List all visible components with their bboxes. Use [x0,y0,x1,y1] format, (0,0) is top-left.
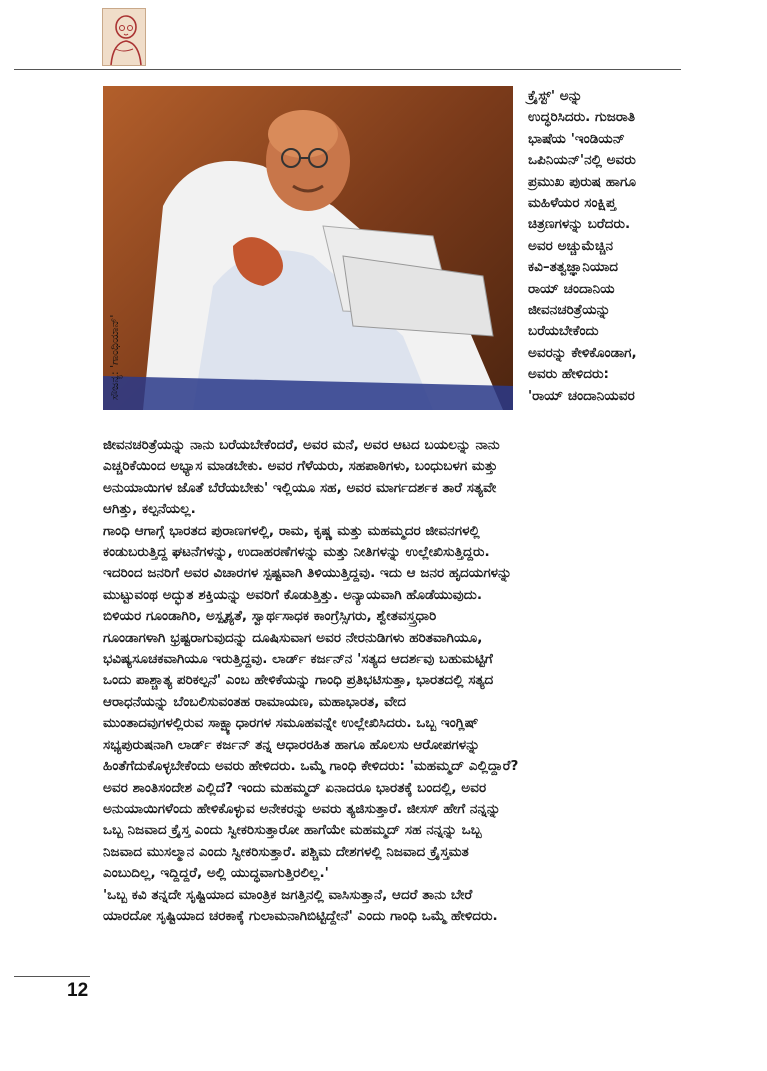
photo-illustration [103,86,513,410]
gandhi-sketch-svg [103,9,146,66]
side-column-text [528,86,688,407]
text-line: ಸಭ್ಯಪುರುಷನಾಗಿ ಲಾರ್ಡ್ ಕರ್ಜನ್ ತನ್ನ ಆಧಾರರಹಿತ ಹಾಗೂ ಹೊಲಸು ಆರೋಪಗಳನ್ನು [103,736,480,753]
text-line: ಕಂಡುಬರುತ್ತಿದ್ದ ಘಟನೆಗಳನ್ನು, ಉದಾಹರಣೆಗಳನ್ನು ಮತ್ತು ನೀತಿಗಳನ್ನು ಉಲ್ಲೇಖಿಸುತ್ತಿದ್ದರು. [103,544,490,561]
text-line: ಬಿಳಿಯರ ಗೂಂಡಾಗಿರಿ, ಅಸ್ಪೃಶ್ಯತೆ, ಸ್ವಾರ್ಥಸಾಧಕ ಕಾಂಗ್ರೆಸ್ಸಿಗರು, ಶ್ವೇತವಸ್ತ್ರಧಾರಿ [103,608,437,625]
gandhi-reading-photo [103,86,513,410]
text-line: ಭಾಷೆಯ 'ಇಂಡಿಯನ್ [528,130,625,147]
text-line: ಯಾರದೋ ಸೃಷ್ಟಿಯಾದ ಚರಕಾಕ್ಕೆ ಗುಲಾಮನಾಗಿಬಿಟ್ಟಿದ್ದೇನೆ' ಎಂದು ಗಾಂಧಿ ಒಮ್ಮೆ ಹೇಳಿದರು. [103,907,498,924]
text-line: ಒಬ್ಬ ನಿಜವಾದ ಕ್ರೈಸ್ತ ಎಂದು ಸ್ವೀಕರಿಸುತ್ತಾರೋ ಹಾಗೆಯೇ ಮಹಮ್ಮದ್ ಸಹ ನನ್ನನ್ನು ಒಬ್ಬ [103,822,482,839]
gandhi-sketch-icon [102,8,146,66]
text-line: ಮಹಿಳೆಯರ ಸಂಕ್ಷಿಪ್ತ [528,195,616,212]
main-column-text [103,435,688,927]
text-line: ಪ್ರಮುಖ ಪುರುಷ ಹಾಗೂ [528,173,636,190]
text-line: ಉದ್ಧರಿಸಿದರು. ಗುಜರಾತಿ [528,109,636,126]
text-line: ಆರಾಧನೆಯನ್ನು ಬೆಂಬಲಿಸುವಂತಹ ರಾಮಾಯಣ, ಮಹಾಭಾರತ, ವೇದ [103,693,407,710]
text-line: ಬರೆಯಬೇಕೆಂದು [528,323,599,340]
text-line: ಮುಂತಾದವುಗಳಲ್ಲಿರುವ ಸಾಕ್ಷ್ಯಾಧಾರಗಳ ಸಮೂಹವನ್ನೇ ಉಲ್ಲೇಖಿಸಿದರು. ಒಬ್ಬ ಇಂಗ್ಲಿಷ್ [103,715,479,732]
text-line: ಅವರು ಹೇಳಿದರು: [528,366,609,383]
text-line: ಅವರನ್ನು ಕೇಳಿಕೊಂಡಾಗ, [528,344,637,361]
text-line: ಆಗಿತ್ತು, ಕಲ್ಪನೆಯಲ್ಲ. [103,501,196,518]
text-line: ಜೀವನಚರಿತ್ರೆಯನ್ನು ನಾನು ಬರೆಯಬೇಕೆಂದರೆ, ಅವರ ಮನೆ, ಅವರ ಆಟದ ಬಯಲನ್ನು ನಾನು [103,437,500,453]
text-line: ಭವಿಷ್ಯಸೂಚಕವಾಗಿಯೂ ಇರುತ್ತಿದ್ದವು. ಲಾರ್ಡ್ ಕರ್ಜನ್‌ನ 'ಸತ್ಯದ ಆದರ್ಶವು ಬಹುಮಟ್ಟಿಗೆ [103,651,493,668]
text-line: ಕ್ರೈಸ್ಟ್' ಅನ್ನು [528,88,583,104]
text-line: ಅನುಯಾಯಿಗಳ ಜೊತೆ ಬೆರೆಯಬೇಕು' ಇಲ್ಲಿಯೂ ಸಹ, ಅವರ ಮಾರ್ಗದರ್ಶಕ ತಾರೆ ಸತ್ಯವೇ [103,479,497,496]
text-line: ಅನುಯಾಯಿಗಳೆಂದು ಹೇಳಿಕೊಳ್ಳುವ ಅನೇಕರನ್ನು ಅವರು ತ್ಯಜಿಸುತ್ತಾರೆ. ಜೀಸಸ್ ಹೇಗೆ ನನ್ನನ್ನು [103,800,501,817]
text-line: ಎಂಬುದಿಲ್ಲ, ಇದ್ದಿದ್ದರೆ, ಅಲ್ಲಿ ಯುದ್ಧವಾಗುತ್ತಿರಲಿಲ್ಲ.' [103,865,329,882]
text-line: ಒಂದು ಪಾಶ್ಚಾತ್ಯ ಪರಿಕಲ್ಪನೆ' ಎಂಬ ಹೇಳಿಕೆಯನ್ನು ಗಾಂಧಿ ಪ್ರತಿಭಟಿಸುತ್ತಾ, ಭಾರತದಲ್ಲಿ ಸತ್ಯದ [103,672,494,689]
text-line: ನಿಜವಾದ ಮುಸಲ್ಮಾನ ಎಂದು ಸ್ವೀಕರಿಸುತ್ತಾರೆ. ಪಶ್ಚಿಮ ದೇಶಗಳಲ್ಲಿ ನಿಜವಾದ ಕ್ರೈಸ್ತಮತ [103,843,469,860]
text-line: ಗಾಂಧಿ ಆಗಾಗ್ಗೆ ಭಾರತದ ಪುರಾಣಗಳಲ್ಲಿ, ರಾಮ, ಕೃಷ್ಣ ಮತ್ತು ಮಹಮ್ಮದರ ಜೀವನಗಳಲ್ಲಿ [103,522,480,539]
text-line: ಅವರ ಅಚ್ಚುಮೆಚ್ಚಿನ [528,237,614,254]
text-line: ಒಪಿನಿಯನ್'ನಲ್ಲಿ ಅವರು [528,152,636,169]
text-line: ಹಿಂತೆಗೆದುಕೊಳ್ಳಬೇಕೆಂದು ಅವರು ಹೇಳಿದರು. ಒಮ್ಮೆ ಗಾಂಧಿ ಕೇಳಿದರು: 'ಮಹಮ್ಮದ್ ಎಲ್ಲಿದ್ದಾರೆ? [103,758,519,775]
text-line: ರಾಯ್ ಚಂದಾನಿಯ [528,280,615,297]
text-line: 'ರಾಯ್ ಚಂದಾನಿಯವರ [528,387,635,404]
text-line: ಚಿತ್ರಣಗಳನ್ನು ಬರೆದರು. [528,216,631,233]
text-line: ಇದರಿಂದ ಜನರಿಗೆ ಅವರ ವಿಚಾರಗಳ ಸ್ಪಷ್ಟವಾಗಿ ತಿಳಿಯುತ್ತಿದ್ದವು. ಇದು ಆ ಜನರ ಹೃದಯಗಳನ್ನು [103,565,512,582]
text-line: ಮುಟ್ಟುವಂಥ ಅದ್ಭುತ ಶಕ್ತಿಯನ್ನು ಅವರಿಗೆ ಕೊಡುತ್ತಿತ್ತು. ಅನ್ಯಾಯವಾಗಿ ಹೊಡೆಯುವುದು. [103,586,483,603]
text-line: ಕವಿ–ತತ್ವಜ್ಞಾನಿಯಾದ [528,259,619,276]
page-number: 12 [67,980,89,1001]
photo-credit: ಸೌಜನ್ಯ: 'ಗಾಂಧಿಯಾನ್' [108,314,121,400]
text-line: ಗೂಂಡಾಗಳಾಗಿ ಭ್ರಷ್ಟರಾಗುವುದನ್ನು ದೂಷಿಸುವಾಗ ಅವರ ನೇರನುಡಿಗಳು ಹರಿತವಾಗಿಯೂ, [103,629,483,646]
footer-rule [14,976,90,977]
text-line: ಎಚ್ಚರಿಕೆಯಿಂದ ಅಭ್ಯಾಸ ಮಾಡಬೇಕು. ಅವರ ಗೆಳೆಯರು, ಸಹಪಾಠಿಗಳು, ಬಂಧುಬಳಗ ಮತ್ತು [103,458,498,475]
text-line: ಅವರ ಶಾಂತಿಸಂದೇಶ ಎಲ್ಲಿದೆ? ಇಂದು ಮಹಮ್ಮದ್ ಏನಾದರೂ ಭಾರತಕ್ಕೆ ಬಂದಲ್ಲಿ, ಅವರ [103,779,487,796]
text-line: 'ಒಬ್ಬ ಕವಿ ತನ್ನದೇ ಸೃಷ್ಟಿಯಾದ ಮಾಂತ್ರಿಕ ಜಗತ್ತಿನಲ್ಲಿ ವಾಸಿಸುತ್ತಾನೆ, ಆದರೆ ತಾನು ಬೇರೆ [103,886,473,903]
text-line: ಜೀವನಚರಿತ್ರೆಯನ್ನು [528,302,611,319]
header-rule [14,69,681,70]
